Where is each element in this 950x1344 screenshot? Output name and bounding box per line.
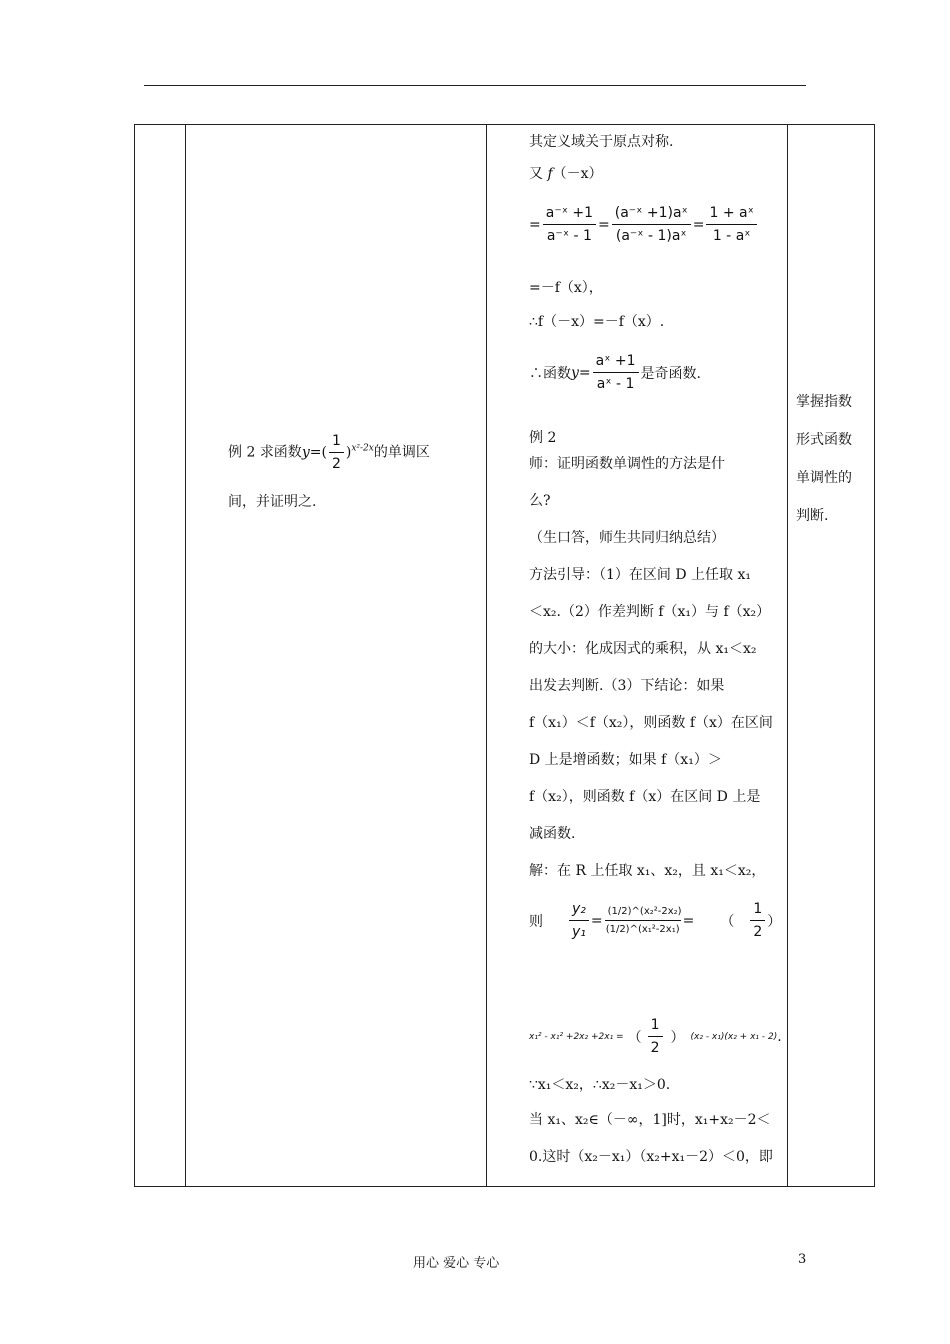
- example-question: [228, 433, 430, 472]
- text-line: 解：在 R 上任取 x₁、x₂，且 x₁＜x₂，: [529, 863, 766, 879]
- exponent: x²-2x: [351, 443, 374, 454]
- arg: （－x）: [552, 166, 603, 182]
- frac-den: y₁: [572, 924, 586, 940]
- footer-text: 用心 爱心 专心: [413, 1256, 500, 1271]
- equation-odd-proof: [529, 205, 759, 244]
- exponent-expression: (x₂ - x₁)(x₂ + x₁ - 2): [690, 1031, 778, 1042]
- paren: ）: [767, 913, 782, 930]
- table-cell-objective: [788, 125, 875, 1187]
- text-line: 例 2: [529, 430, 557, 446]
- lesson-table: [134, 124, 875, 1187]
- table-cell-question: [186, 125, 487, 1187]
- fraction: [706, 205, 756, 244]
- text-line: =－f（x），: [529, 280, 603, 296]
- eq-sign: =: [692, 216, 705, 233]
- frac-num: 1 + aˣ: [706, 205, 756, 225]
- frac-den: 2: [650, 1040, 660, 1056]
- fraction: [569, 901, 589, 940]
- table-cell-blank: [135, 125, 186, 1187]
- frac-den: aˣ - 1: [596, 376, 635, 392]
- eq-open: =(: [309, 444, 327, 461]
- var-y: y: [301, 444, 310, 461]
- frac-num: y₂: [569, 901, 589, 921]
- var-y: y=: [571, 364, 591, 381]
- example-label: 例 2: [228, 444, 256, 461]
- question-line2: 间，并证明之.: [228, 494, 317, 510]
- eq-sign: =: [590, 912, 603, 929]
- objective-line: 单调性的: [796, 470, 852, 486]
- header-rule: [144, 85, 806, 86]
- frac-den: 2: [753, 924, 763, 940]
- objective-line: 形式函数: [796, 432, 852, 448]
- frac-num: (1/2)^(x₂²-2x₂): [605, 906, 681, 921]
- table-cell-process: [487, 125, 788, 1187]
- text-prefix: 又: [529, 166, 543, 182]
- text-prefix: 则: [529, 913, 543, 930]
- fraction: [612, 205, 691, 244]
- eq-sign: =: [682, 912, 695, 929]
- eq-sign: =: [598, 216, 610, 233]
- equation-ratio: [529, 901, 781, 940]
- text-line: 么?: [529, 493, 551, 509]
- text-line: f（x₂），则函数 f（x）在区间 D 上是: [529, 789, 761, 805]
- frac-den: (1/2)^(x₁²-2x₁): [605, 924, 680, 935]
- text-line: 其定义域关于原点对称.: [529, 134, 674, 150]
- frac-den: 2: [331, 456, 341, 472]
- fraction: [543, 205, 596, 244]
- text-line: 的大小：化成因式的乘积，从 x₁＜x₂: [529, 641, 757, 657]
- eq-close: ): [345, 444, 352, 461]
- frac-num: 1: [648, 1017, 663, 1037]
- text-line: ∴f（－x）=－f（x）.: [529, 314, 665, 330]
- fraction-half: [329, 433, 344, 472]
- text-line: （生口答，师生共同归纳总结）: [529, 530, 725, 546]
- text-line: f（x₁）＜f（x₂），则函数 f（x）在区间: [529, 715, 773, 731]
- text-line: D 上是增函数；如果 f（x₁）＞: [529, 752, 722, 768]
- frac-num: aˣ +1: [593, 353, 639, 373]
- text-prefix: ∴函数: [529, 365, 571, 382]
- text-line: [529, 163, 603, 183]
- text-line: 师：证明函数单调性的方法是什: [529, 456, 725, 472]
- question-text: 求函数: [259, 444, 302, 461]
- text-line: 0.这时（x₂－x₁）（x₂+x₁－2）＜0，即: [529, 1149, 773, 1165]
- period: .: [777, 1028, 782, 1045]
- question-tail: 的单调区: [373, 444, 430, 461]
- text-line: 出发去判断.（3）下结论：如果: [529, 678, 725, 694]
- text-suffix: 是奇函数.: [640, 365, 701, 382]
- conclusion-odd: [529, 353, 701, 392]
- page-number: 3: [798, 1252, 807, 1267]
- frac-num: (a⁻ˣ +1)aˣ: [612, 205, 691, 225]
- text-line: 当 x₁、x₂∈（－∞，1]时，x₁+x₂－2＜: [529, 1112, 771, 1128]
- text-line: 方法引导：（1）在区间 D 上任取 x₁: [529, 567, 751, 583]
- var-f: f: [547, 166, 553, 182]
- frac-num: a⁻ˣ +1: [543, 205, 596, 225]
- frac-den: 1 - aˣ: [712, 228, 751, 244]
- exponent-line: x₁² - x₁² +2x₂ +2x₁ = （ $\frac{1}{2}$ ） (x₂ - x₁)(x₂ + x₁ - 2) .: [529, 1017, 782, 1056]
- objective-line: 掌握指数: [796, 394, 852, 410]
- fraction-half: [750, 901, 765, 940]
- text-line: 减函数.: [529, 826, 576, 842]
- frac-den: a⁻ˣ - 1: [546, 228, 592, 244]
- eq-sign: =: [529, 216, 541, 233]
- text-line: ＜x₂.（2）作差判断 f（x₁）与 f（x₂）: [529, 604, 771, 620]
- frac-den: (a⁻ˣ - 1)aˣ: [615, 228, 687, 244]
- text-line: ∵x₁＜x₂，∴x₂－x₁＞0.: [529, 1077, 671, 1093]
- fraction: [605, 906, 681, 935]
- exponent-expression: x₁² - x₁² +2x₂ +2x₁ =: [529, 1031, 624, 1042]
- fraction-half: [648, 1017, 663, 1056]
- objective-line: 判断.: [796, 508, 829, 524]
- fraction: [593, 353, 639, 392]
- paren: （: [720, 913, 735, 930]
- frac-num: 1: [750, 901, 765, 921]
- frac-num: 1: [329, 433, 344, 453]
